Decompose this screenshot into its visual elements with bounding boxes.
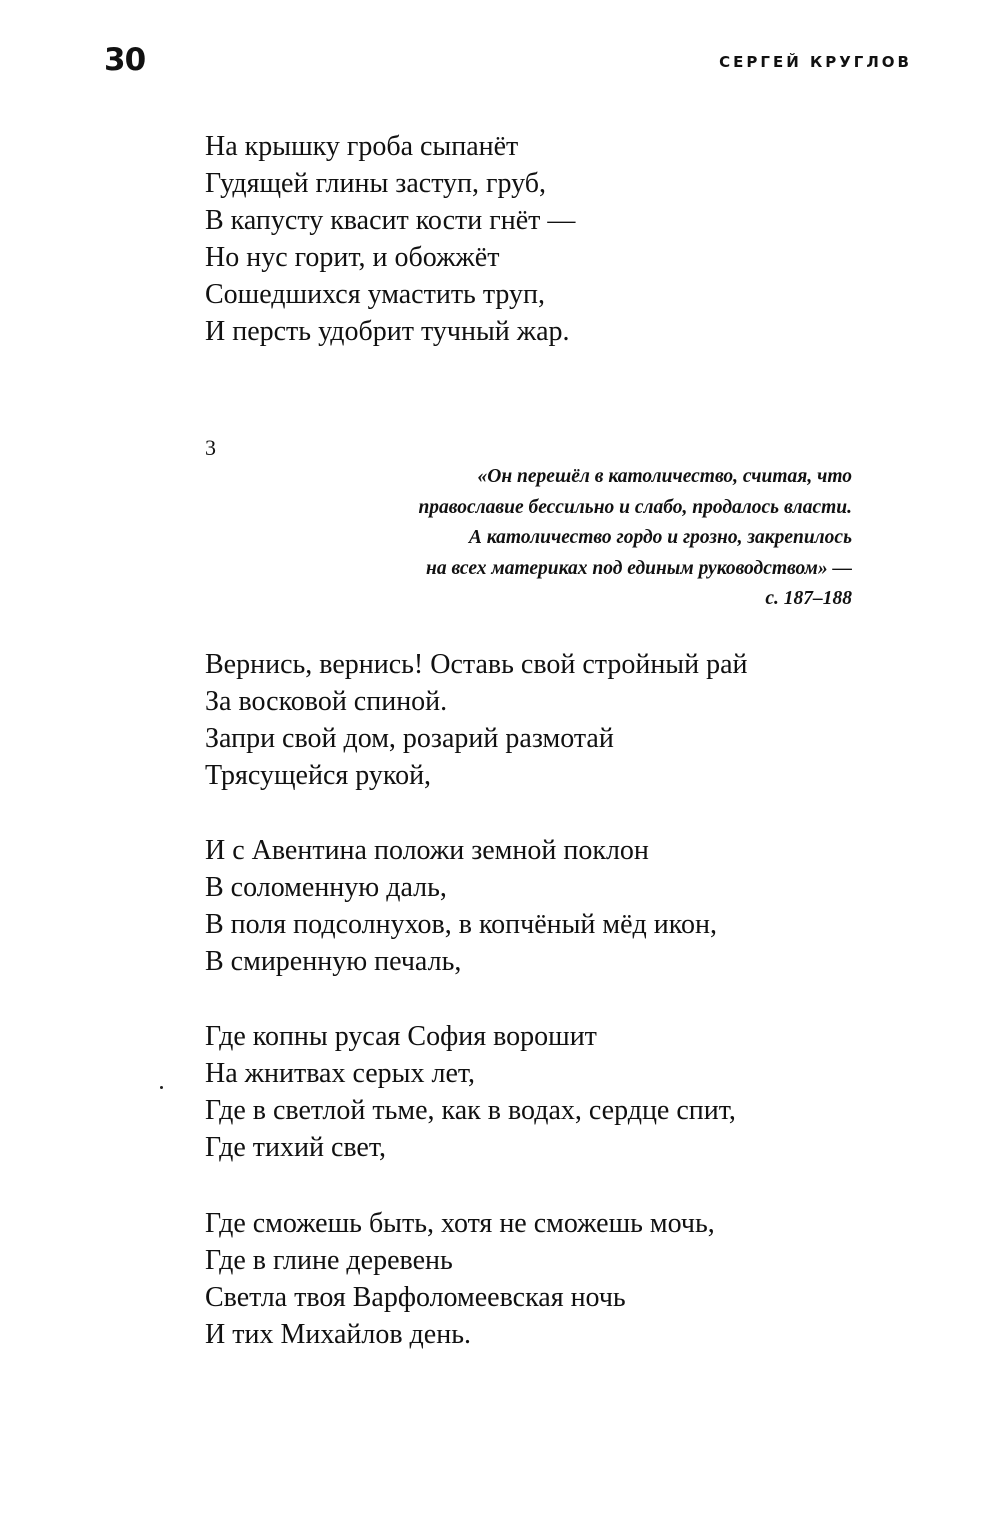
page-number: 30 xyxy=(104,42,146,78)
verse-line: На крышку гроба сыпанёт xyxy=(205,131,519,162)
epigraph-line: православие бессильно и слабо, продалось власти. xyxy=(418,496,852,518)
verse-line: Трясущейся рукой, xyxy=(205,760,432,791)
verse-line: За восковой спиной. xyxy=(205,686,448,717)
stanza-4 xyxy=(205,1205,715,1353)
epigraph-line: «Он перешёл в католичество, считая, что xyxy=(477,466,852,487)
epigraph xyxy=(418,462,852,615)
verse-line: Где в светлой тьме, как в водах, сердце спит, xyxy=(205,1095,736,1126)
stanza-1 xyxy=(205,646,748,794)
verse-line: В соломенную даль, xyxy=(205,872,447,903)
verse-line: В поля подсолнухов, в копчёный мёд икон, xyxy=(205,909,717,940)
verse-line: Где копны русая София ворошит xyxy=(205,1021,597,1052)
running-head-author: СЕРГЕЙ КРУГЛОВ xyxy=(719,53,912,71)
epigraph-line: на всех материках под единым руководством» — xyxy=(426,557,852,579)
verse-line: И тих Михайлов день. xyxy=(205,1319,471,1350)
part-number: 3 xyxy=(205,435,216,460)
print-speck xyxy=(160,1086,163,1089)
verse-line: Где сможешь быть, хотя не сможешь мочь, xyxy=(205,1208,715,1239)
verse-line: На жнитвах серых лет, xyxy=(205,1058,476,1089)
stanza-previous-part xyxy=(205,128,575,350)
verse-line: Светла твоя Варфоломеевская ночь xyxy=(205,1282,626,1313)
verse-line: Сошедшихся умастить труп, xyxy=(205,279,546,310)
verse-line: Где тихий свет, xyxy=(205,1132,386,1163)
epigraph-source: с. 187–188 xyxy=(765,588,852,609)
epigraph-line: А католичество гордо и грозно, закрепилось xyxy=(468,527,852,548)
verse-line: Запри свой дом, розарий размотай xyxy=(205,723,614,754)
verse-line: Гудящей глины заступ, груб, xyxy=(205,168,547,199)
verse-line: В капусту квасит кости гнёт — xyxy=(205,205,576,236)
stanza-3 xyxy=(205,1018,736,1166)
verse-line: Вернись, вернись! Оставь свой стройный рай xyxy=(205,649,748,680)
verse-line: И с Авентина положи земной поклон xyxy=(205,835,649,866)
verse-line: В смиренную печаль, xyxy=(205,946,462,977)
verse-line: И персть удобрит тучный жар. xyxy=(205,316,570,347)
verse-line: Но нус горит, и обожжёт xyxy=(205,242,500,273)
stanza-2 xyxy=(205,832,717,980)
verse-line: Где в глине деревень xyxy=(205,1245,453,1276)
